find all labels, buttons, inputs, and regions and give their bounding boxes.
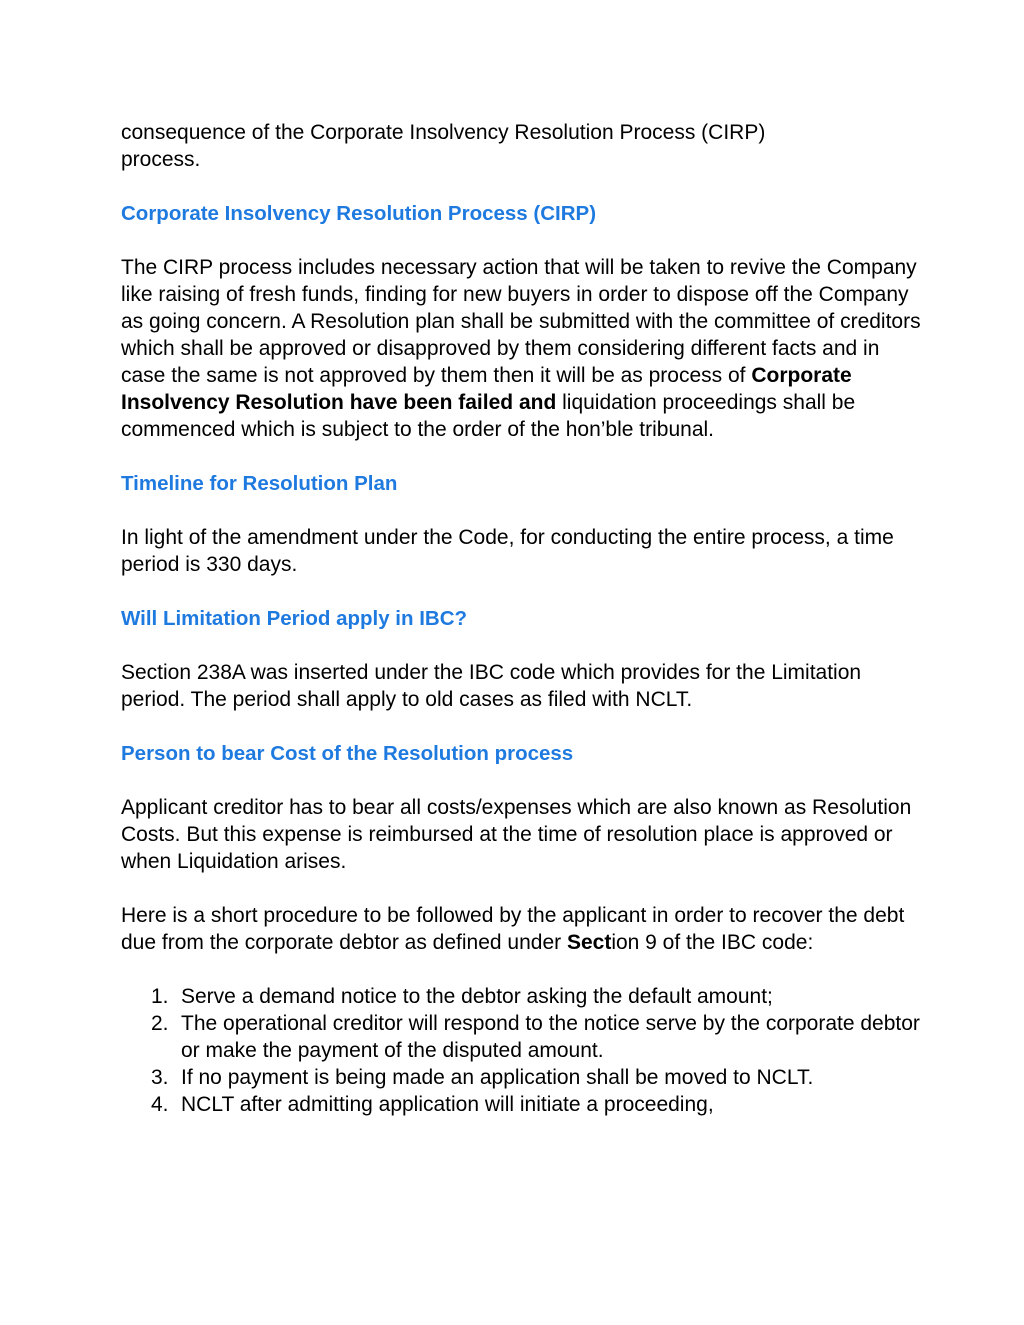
paragraph-timeline: In light of the amendment under the Code, for conducting the entire process, a time period is 330 days. bbox=[121, 526, 894, 576]
list-item-text: NCLT after admitting application will initiate a proceeding, bbox=[181, 1093, 714, 1116]
cirp-text-end: liquidation proceedings shall be commenced which is subject to the order of the hon’ble tribunal. bbox=[121, 391, 856, 441]
list-item bbox=[121, 983, 921, 1010]
paragraph-cost: Applicant creditor has to bear all costs/expenses which are also known as Resolution Costs. But this expense is reimbursed at the time of resolution place is approved or when Liquidation arises. bbox=[121, 796, 912, 873]
document-page bbox=[121, 119, 921, 1118]
list-item-text: If no payment is being made an application shall be moved to NCLT. bbox=[181, 1066, 814, 1089]
heading-cirp: Corporate Insolvency Resolution Process (CIRP) bbox=[121, 202, 597, 225]
list-item-number: 3. bbox=[151, 1066, 169, 1089]
list-item-number: 4. bbox=[151, 1093, 169, 1116]
heading-limitation: Will Limitation Period apply in IBC? bbox=[121, 607, 468, 630]
list-item bbox=[121, 1064, 921, 1091]
list-item bbox=[121, 1010, 921, 1064]
list-item-number: 1. bbox=[151, 985, 169, 1008]
paragraph-procedure bbox=[121, 902, 921, 956]
intro-paragraph bbox=[121, 119, 921, 173]
procedure-steps-list bbox=[121, 983, 921, 1118]
paragraph-limitation: Section 238A was inserted under the IBC code which provides for the Limitation period. The period shall apply to old cases as filed with NCLT. bbox=[121, 661, 862, 711]
procedure-bold-text: Sect bbox=[566, 931, 612, 954]
heading-timeline: Timeline for Resolution Plan bbox=[121, 472, 398, 495]
intro-line-2: process. bbox=[121, 148, 201, 171]
list-item-text: Serve a demand notice to the debtor asking the default amount; bbox=[181, 985, 773, 1008]
list-item-number: 2. bbox=[151, 1012, 169, 1035]
cirp-text: The CIRP process includes necessary action that will be taken to revive the Company like raising of fresh funds, finding for new buyers in order to dispose off the Company as going concern. A Resolution plan shall be submitted with the committee of creditors which shall be approved or disapproved by them considering different facts and in case the same is not approved by them then it will be as process of bbox=[121, 256, 921, 387]
intro-line-1: consequence of the Corporate Insolvency Resolution Process (CIRP) bbox=[121, 121, 766, 144]
cirp-bold-text: Corporate Insolvency Resolution have been failed and bbox=[121, 364, 852, 414]
list-item-text: The operational creditor will respond to the notice serve by the corporate debtor or make the payment of the disputed amount. bbox=[181, 1012, 920, 1062]
paragraph-cirp bbox=[121, 254, 921, 443]
procedure-text-end: ion 9 of the IBC code: bbox=[611, 931, 814, 954]
procedure-text: Here is a short procedure to be followed by the applicant in order to recover the debt due from the corporate debtor as defined under bbox=[121, 904, 905, 954]
heading-cost: Person to bear Cost of the Resolution process bbox=[121, 742, 574, 765]
list-item bbox=[121, 1091, 921, 1118]
